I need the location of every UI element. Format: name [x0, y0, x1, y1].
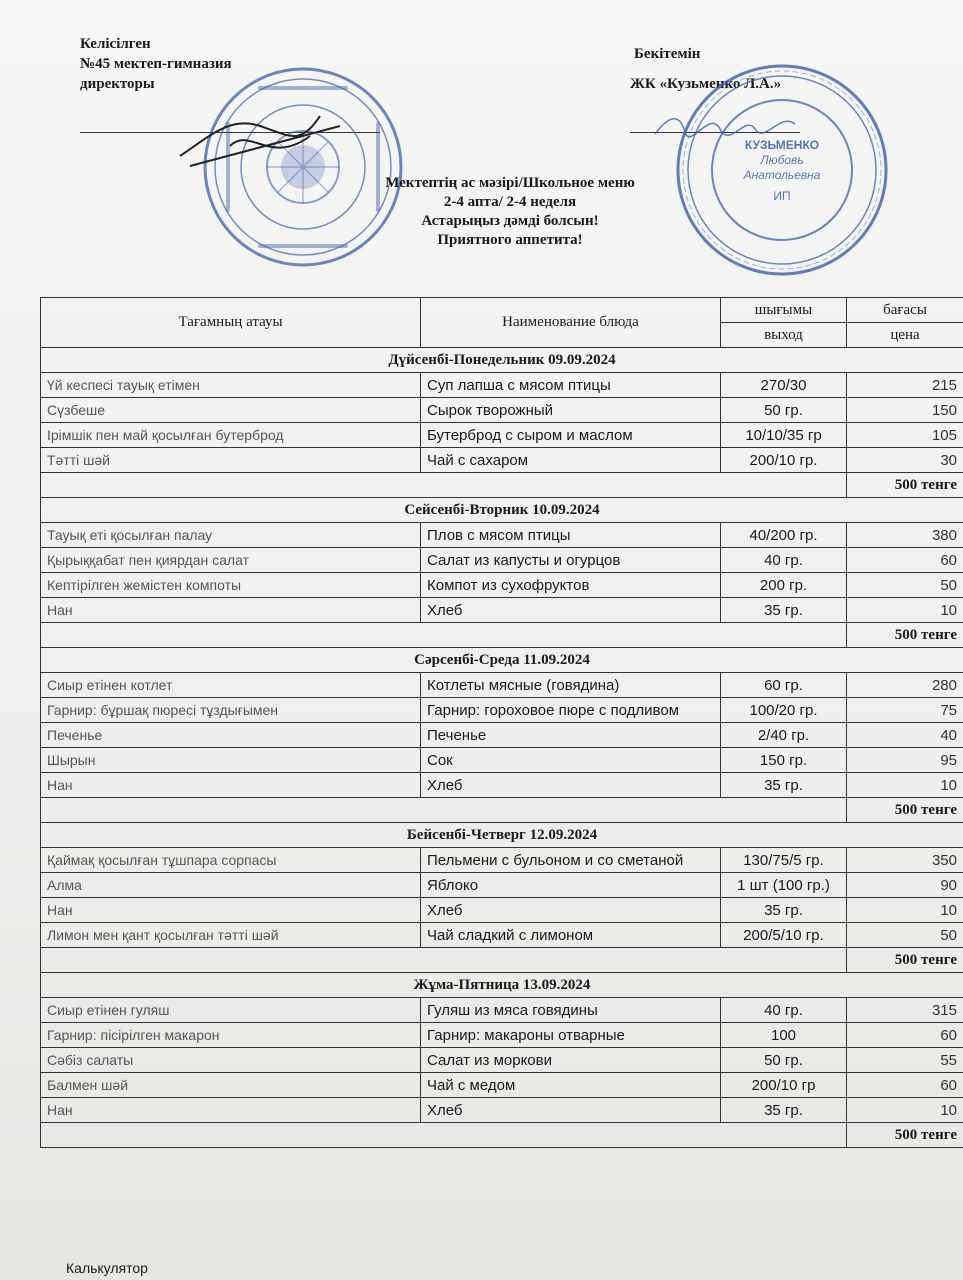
director-signature-icon: [170, 96, 350, 176]
dish-name-kz: Тәтті шәй: [41, 448, 421, 473]
day-total: 500 тенге: [847, 473, 963, 498]
day-total-row: [41, 948, 963, 973]
header-ru: Наименование блюда: [421, 298, 721, 348]
dish-yield: 10/10/35 гр: [721, 423, 847, 448]
day-label: Жұма-Пятница 13.09.2024: [41, 973, 963, 998]
dish-name-kz: Нан: [41, 898, 421, 923]
dish-price: 315: [847, 998, 963, 1023]
dish-price: 30: [847, 448, 963, 473]
dish-name-kz: Нан: [41, 1098, 421, 1123]
table-row: [41, 1073, 963, 1098]
dish-yield: 35 гр.: [721, 598, 847, 623]
dish-yield: 40 гр.: [721, 998, 847, 1023]
dish-name-kz: Печенье: [41, 723, 421, 748]
dish-name-ru: Плов с мясом птицы: [421, 523, 721, 548]
title-line1: Мектептің ас мәзірі/Школьное меню: [385, 175, 635, 191]
menu-table-body: [41, 298, 963, 1148]
dish-name-ru: Суп лапша с мясом птицы: [421, 373, 721, 398]
company-signature-icon: [650, 104, 800, 144]
dish-name-kz: Сиыр етінен гуляш: [41, 998, 421, 1023]
dish-name-kz: Балмен шәй: [41, 1073, 421, 1098]
table-row: [41, 423, 963, 448]
dish-yield: 150 гр.: [721, 748, 847, 773]
total-spacer: [41, 1123, 847, 1148]
approve-label: Бекітемін: [634, 46, 701, 62]
dish-name-kz: Қырыққабат пен қиярдан салат: [41, 548, 421, 573]
dish-name-kz: Үй кеспесі тауық етімен: [41, 373, 421, 398]
dish-name-ru: Хлеб: [421, 598, 721, 623]
dish-price: 90: [847, 873, 963, 898]
dish-price: 10: [847, 1098, 963, 1123]
director-label: директоры: [80, 76, 155, 92]
dish-price: 10: [847, 773, 963, 798]
day-label: Дүйсенбі-Понедельник 09.09.2024: [41, 348, 963, 373]
day-header-row: [41, 823, 963, 848]
day-total: 500 тенге: [847, 1123, 963, 1148]
header-kz: Тағамның атауы: [41, 298, 421, 348]
agreed-label: Келісілген: [80, 36, 151, 52]
total-spacer: [41, 948, 847, 973]
dish-price: 55: [847, 1048, 963, 1073]
day-label: Сәрсенбі-Среда 11.09.2024: [41, 648, 963, 673]
dish-price: 280: [847, 673, 963, 698]
dish-price: 50: [847, 923, 963, 948]
total-spacer: [41, 623, 847, 648]
dish-name-ru: Котлеты мясные (говядина): [421, 673, 721, 698]
dish-name-kz: Тауық еті қосылған палау: [41, 523, 421, 548]
dish-name-ru: Яблоко: [421, 873, 721, 898]
dish-yield: 200/10 гр.: [721, 448, 847, 473]
dish-yield: 40/200 гр.: [721, 523, 847, 548]
header-price-ru: цена: [847, 323, 963, 348]
dish-name-kz: Ірімшік пен май қосылған бутерброд: [41, 423, 421, 448]
dish-price: 215: [847, 373, 963, 398]
dish-name-ru: Салат из моркови: [421, 1048, 721, 1073]
dish-name-ru: Салат из капусты и огурцов: [421, 548, 721, 573]
dish-yield: 35 гр.: [721, 773, 847, 798]
dish-price: 150: [847, 398, 963, 423]
dish-yield: 50 гр.: [721, 1048, 847, 1073]
dish-price: 60: [847, 1073, 963, 1098]
dish-yield: 200/10 гр: [721, 1073, 847, 1098]
table-row: [41, 1048, 963, 1073]
table-row: [41, 898, 963, 923]
menu-table: [40, 297, 963, 1148]
day-total-row: [41, 798, 963, 823]
table-row: [41, 373, 963, 398]
total-spacer: [41, 473, 847, 498]
day-total-row: [41, 473, 963, 498]
day-header-row: [41, 498, 963, 523]
header-yield-kz: шығымы: [721, 298, 847, 323]
dish-name-ru: Сок: [421, 748, 721, 773]
dish-yield: 1 шт (100 гр.): [721, 873, 847, 898]
dish-name-ru: Чай с сахаром: [421, 448, 721, 473]
table-row: [41, 698, 963, 723]
dish-yield: 50 гр.: [721, 398, 847, 423]
table-row: [41, 598, 963, 623]
dish-name-ru: Гуляш из мяса говядины: [421, 998, 721, 1023]
title-line3: Астарыңыз дәмді болсын!: [421, 213, 599, 229]
dish-price: 75: [847, 698, 963, 723]
table-header-row: [41, 298, 963, 323]
dish-name-ru: Пельмени с бульоном и со сметаной: [421, 848, 721, 873]
dish-yield: 35 гр.: [721, 898, 847, 923]
footer-calculator: Калькулятор: [66, 1260, 148, 1276]
dish-name-ru: Хлеб: [421, 773, 721, 798]
dish-price: 350: [847, 848, 963, 873]
dish-name-kz: Қаймақ қосылған тұшпара сорпасы: [41, 848, 421, 873]
dish-name-kz: Нан: [41, 598, 421, 623]
table-row: [41, 848, 963, 873]
title-line2: 2-4 апта/ 2-4 неделя: [443, 194, 577, 210]
table-row: [41, 523, 963, 548]
dish-yield: 100: [721, 1023, 847, 1048]
dish-name-kz: Сиыр етінен котлет: [41, 673, 421, 698]
table-row: [41, 1023, 963, 1048]
dish-name-kz: Гарнир: бұршақ пюресі тұздығымен: [41, 698, 421, 723]
title-line4: Приятного аппетита!: [437, 232, 583, 248]
day-total: 500 тенге: [847, 623, 963, 648]
table-row: [41, 873, 963, 898]
dish-yield: 100/20 гр.: [721, 698, 847, 723]
dish-name-ru: Гарнир: гороховое пюре с подливом: [421, 698, 721, 723]
day-total: 500 тенге: [847, 948, 963, 973]
day-header-row: [41, 973, 963, 998]
dish-name-kz: Лимон мен қант қосылған тәтті шәй: [41, 923, 421, 948]
stamp-patronymic: Анатольевна: [743, 168, 821, 182]
day-total: 500 тенге: [847, 798, 963, 823]
table-row: [41, 998, 963, 1023]
header-yield-ru: выход: [721, 323, 847, 348]
dish-name-ru: Хлеб: [421, 1098, 721, 1123]
dish-yield: 270/30: [721, 373, 847, 398]
dish-name-kz: Гарнир: пісірілген макарон: [41, 1023, 421, 1048]
table-row: [41, 1098, 963, 1123]
dish-name-kz: Нан: [41, 773, 421, 798]
table-row: [41, 748, 963, 773]
dish-price: 105: [847, 423, 963, 448]
dish-name-kz: Шырын: [41, 748, 421, 773]
dish-yield: 200/5/10 гр.: [721, 923, 847, 948]
table-row: [41, 398, 963, 423]
dish-price: 10: [847, 598, 963, 623]
table-row: [41, 548, 963, 573]
day-header-row: [41, 348, 963, 373]
day-total-row: [41, 1123, 963, 1148]
stamp-name: КУЗЬМЕНКО: [744, 138, 820, 152]
dish-yield: 35 гр.: [721, 1098, 847, 1123]
dish-name-ru: Чай сладкий с лимоном: [421, 923, 721, 948]
table-row: [41, 573, 963, 598]
menu-title: [300, 174, 720, 250]
dish-yield: 2/40 гр.: [721, 723, 847, 748]
dish-name-ru: Гарнир: макароны отварные: [421, 1023, 721, 1048]
dish-name-ru: Сырок творожный: [421, 398, 721, 423]
dish-name-kz: Алма: [41, 873, 421, 898]
day-label: Бейсенбі-Четверг 12.09.2024: [41, 823, 963, 848]
dish-name-ru: Чай с медом: [421, 1073, 721, 1098]
dish-price: 60: [847, 548, 963, 573]
stamp-ip: ИП: [773, 189, 791, 203]
day-label: Сейсенбі-Вторник 10.09.2024: [41, 498, 963, 523]
dish-price: 40: [847, 723, 963, 748]
stamp-first-name: Любовь: [760, 153, 804, 167]
dish-name-ru: Бутерброд с сыром и маслом: [421, 423, 721, 448]
dish-name-ru: Компот из сухофруктов: [421, 573, 721, 598]
table-row: [41, 923, 963, 948]
day-total-row: [41, 623, 963, 648]
day-header-row: [41, 648, 963, 673]
stamp-text: [736, 138, 828, 204]
table-row: [41, 723, 963, 748]
dish-name-kz: Сәбіз салаты: [41, 1048, 421, 1073]
dish-name-ru: Хлеб: [421, 898, 721, 923]
dish-name-ru: Печенье: [421, 723, 721, 748]
dish-yield: 130/75/5 гр.: [721, 848, 847, 873]
dish-price: 50: [847, 573, 963, 598]
dish-name-kz: Кептірілген жемістен компоты: [41, 573, 421, 598]
dish-price: 95: [847, 748, 963, 773]
school-name: №45 мектеп-гимназия: [80, 56, 232, 72]
dish-name-kz: Сүзбеше: [41, 398, 421, 423]
table-row: [41, 773, 963, 798]
company-name: ЖК «Кузьменко Л.А.»: [630, 76, 782, 92]
dish-yield: 200 гр.: [721, 573, 847, 598]
table-row: [41, 673, 963, 698]
dish-yield: 60 гр.: [721, 673, 847, 698]
dish-price: 60: [847, 1023, 963, 1048]
total-spacer: [41, 798, 847, 823]
dish-price: 10: [847, 898, 963, 923]
header-price-kz: бағасы: [847, 298, 963, 323]
table-row: [41, 448, 963, 473]
dish-yield: 40 гр.: [721, 548, 847, 573]
dish-price: 380: [847, 523, 963, 548]
